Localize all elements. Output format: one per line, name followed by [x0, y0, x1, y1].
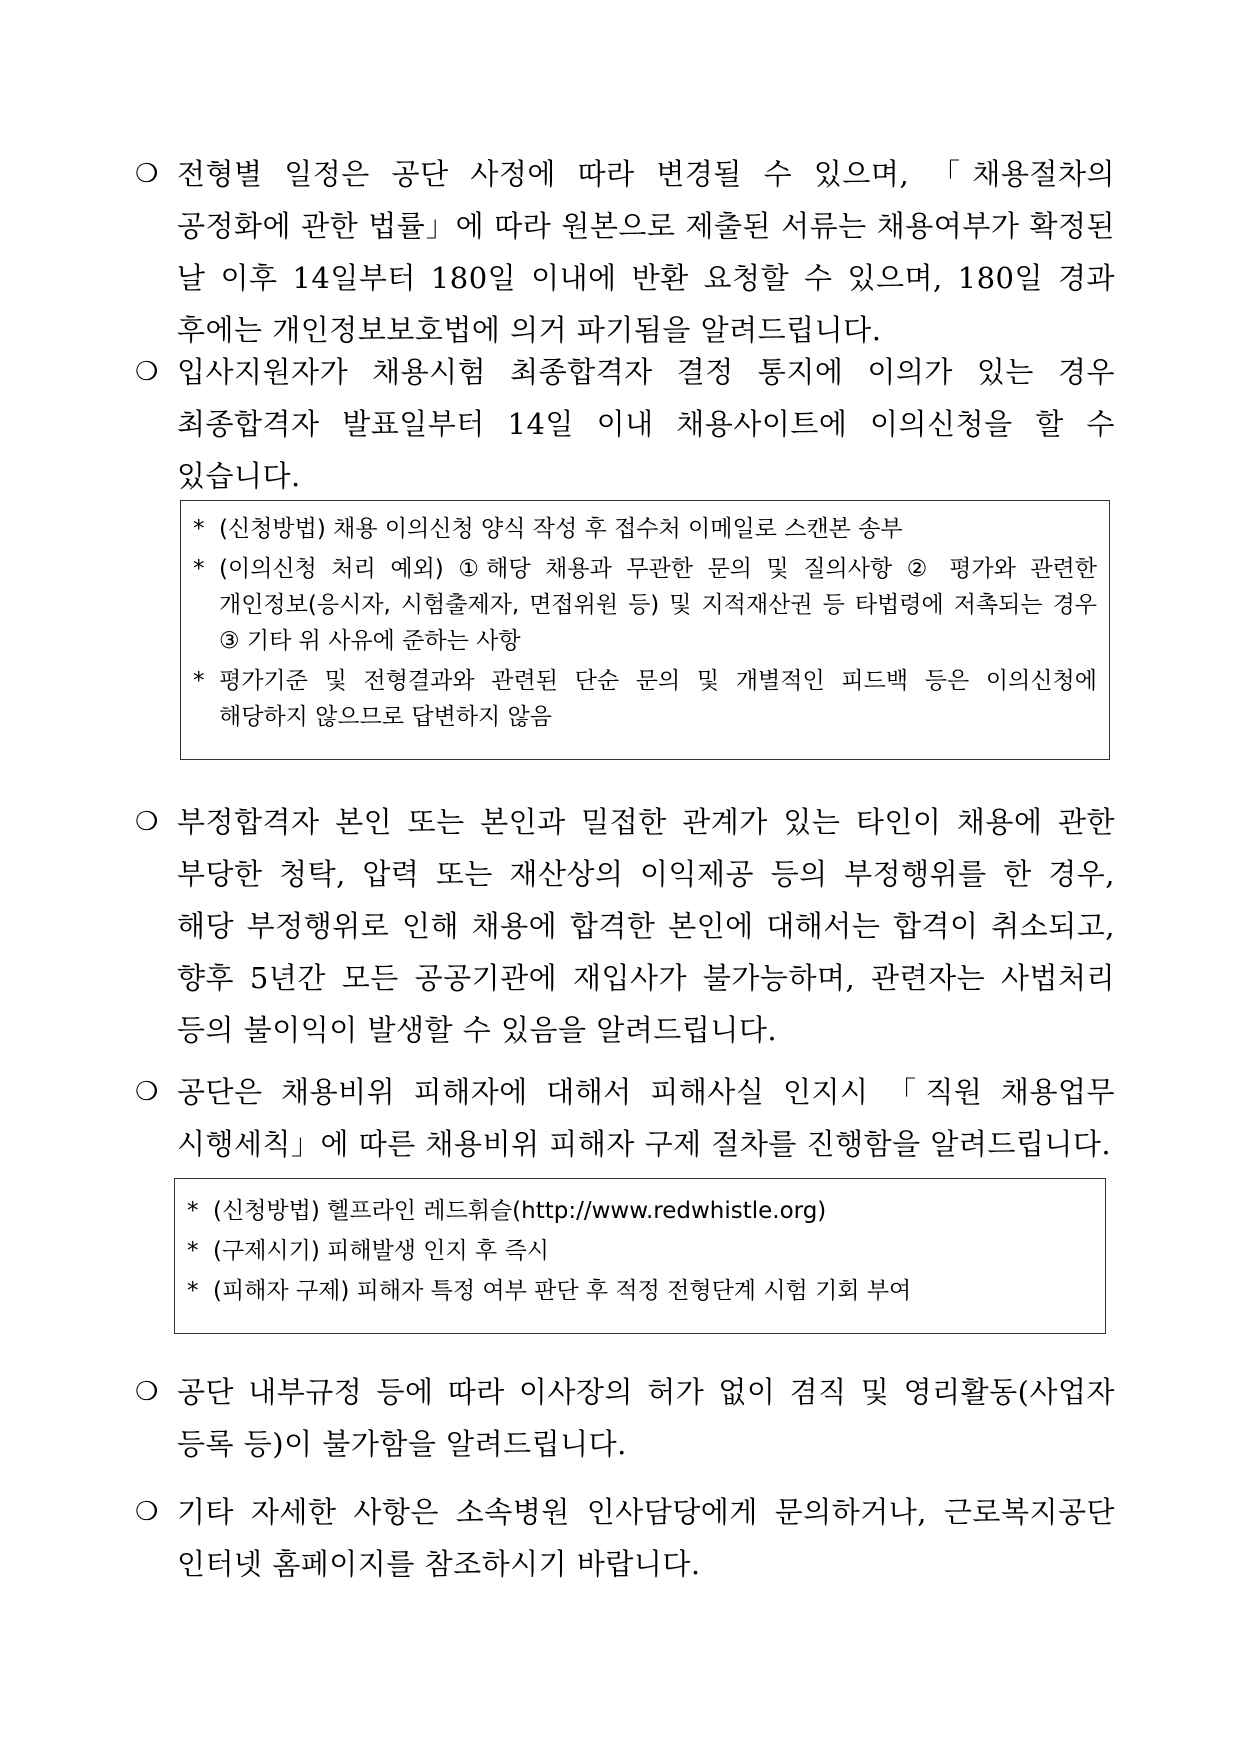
notice-paragraph-schedule	[135, 148, 1115, 356]
note-item	[193, 551, 1097, 659]
asterisk-mark: *	[193, 668, 205, 694]
note-item	[187, 1273, 1093, 1309]
notice-paragraph-side-job	[135, 1366, 1115, 1470]
note-item	[193, 663, 1097, 735]
circle-bullet-icon: ❍	[135, 159, 159, 189]
circle-bullet-icon: ❍	[135, 1077, 159, 1107]
notice-paragraph-contact	[135, 1486, 1115, 1590]
note-item	[187, 1233, 1093, 1269]
paragraph-text: 공단 내부규정 등에 따라 이사장의 허가 없이 겸직 및 영리활동(사업자 등록 등)이 불가함을 알려드립니다.	[177, 1375, 1115, 1461]
circle-bullet-icon: ❍	[135, 1377, 159, 1407]
notice-paragraph-fraud	[135, 796, 1115, 1056]
asterisk-mark: *	[193, 516, 205, 542]
note-item	[187, 1193, 1093, 1229]
paragraph-text: 기타 자세한 사항은 소속병원 인사담당에게 문의하거나, 근로복지공단 인터넷 홈페이지를 참조하시기 바랍니다.	[177, 1495, 1115, 1581]
redwhistle-note-box	[174, 1178, 1106, 1334]
note-text: (구제시기) 피해발생 인지 후 즉시	[213, 1238, 550, 1264]
paragraph-text: 입사지원자가 채용시험 최종합격자 결정 통지에 이의가 있는 경우 최종합격자 발표일부터 14일 이내 채용사이트에 이의신청을 할 수 있습니다.	[177, 355, 1115, 493]
asterisk-mark: *	[193, 556, 205, 582]
circle-bullet-icon: ❍	[135, 357, 159, 387]
asterisk-mark: *	[187, 1278, 199, 1304]
notice-paragraph-victim-relief	[135, 1066, 1115, 1170]
note-text: (신청방법) 헬프라인 레드휘슬(http://www.redwhistle.org)	[213, 1198, 827, 1224]
note-text: (신청방법) 채용 이의신청 양식 작성 후 접수처 이메일로 스캔본 송부	[219, 516, 903, 542]
paragraph-text: 부정합격자 본인 또는 본인과 밀접한 관계가 있는 타인이 채용에 관한 부당한 청탁, 압력 또는 재산상의 이익제공 등의 부정행위를 한 경우, 해당 부정행위로 인해 채용에 합격한 본인에 대해서는 합격이 취소되고, 향후 5년간 모든 공공기관에 재입사가 불가능하며, 관련자는 사법처리 등의 불이익이 발생할 수 있음을 알려드립니다.	[177, 805, 1115, 1047]
paragraph-text: 공단은 채용비위 피해자에 대해서 피해사실 인지시 「직원 채용업무 시행세칙」에 따른 채용비위 피해자 구제 절차를 진행함을 알려드립니다.	[177, 1075, 1115, 1161]
objection-note-box	[180, 500, 1110, 760]
note-text: (이의신청 처리 예외) ①해당 채용과 무관한 문의 및 질의사항 ② 평가와 관련한 개인정보(응시자, 시험출제자, 면접위원 등) 및 지적재산권 등 타법령에 저촉되는 경우 ③ 기타 위 사유에 준하는 사항	[219, 556, 1097, 654]
notice-paragraph-objection	[135, 346, 1115, 502]
paragraph-text: 전형별 일정은 공단 사정에 따라 변경될 수 있으며, 「채용절차의 공정화에 관한 법률」에 따라 원본으로 제출된 서류는 채용여부가 확정된 날 이후 14일부터 180일 이내에 반환 요청할 수 있으며, 180일 경과 후에는 개인정보보호법에 의거 파기됨을 알려드립니다.	[177, 157, 1115, 347]
circle-bullet-icon: ❍	[135, 807, 159, 837]
note-item	[193, 511, 1097, 547]
note-text: (피해자 구제) 피해자 특정 여부 판단 후 적정 전형단계 시험 기회 부여	[213, 1278, 912, 1304]
note-text: 평가기준 및 전형결과와 관련된 단순 문의 및 개별적인 피드백 등은 이의신청에 해당하지 않으므로 답변하지 않음	[219, 668, 1097, 730]
circle-bullet-icon: ❍	[135, 1497, 159, 1527]
asterisk-mark: *	[187, 1238, 199, 1264]
asterisk-mark: *	[187, 1198, 199, 1224]
